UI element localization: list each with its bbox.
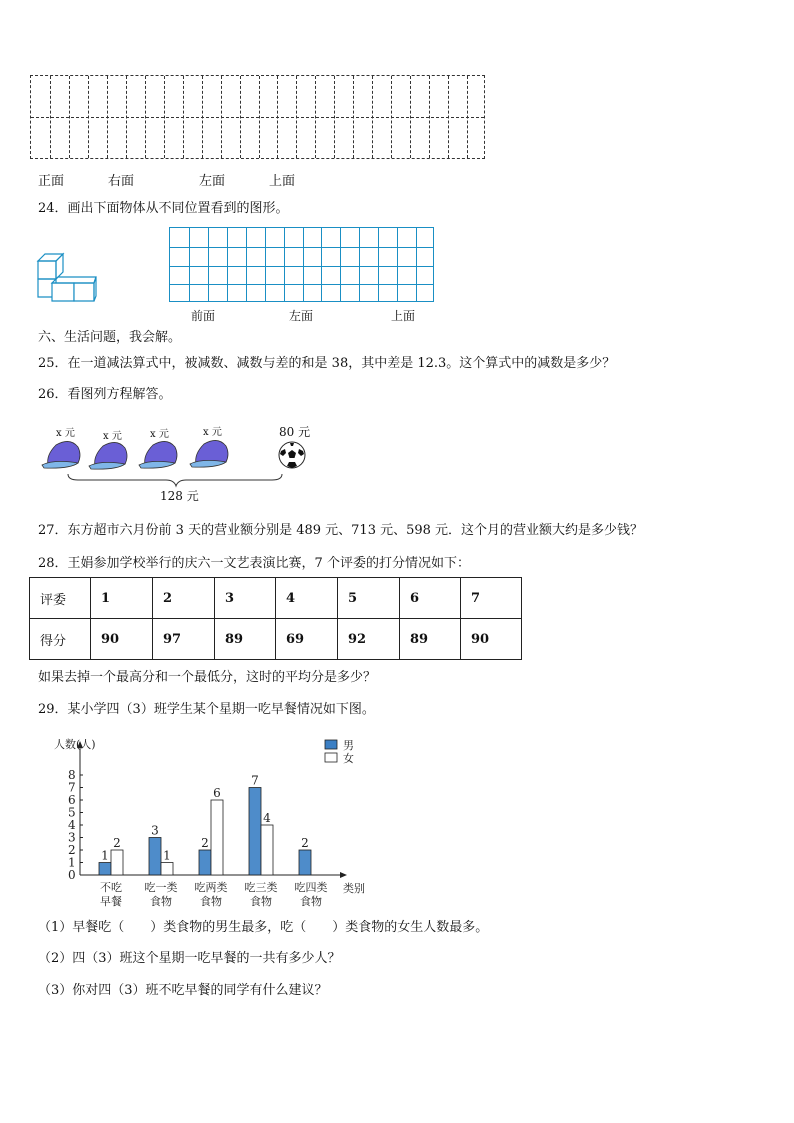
grid-line — [170, 247, 433, 248]
grid-line — [353, 76, 354, 158]
question-25: 25．在一道减法算式中，被减数、减数与差的和是 38，其中差是 12.3。这个算式中的减数是多少？ — [38, 356, 616, 371]
cap-icon — [89, 442, 127, 469]
score-cell: 90 — [461, 619, 522, 660]
grid-line — [208, 228, 209, 301]
x-tick-label: 食物 — [150, 895, 172, 908]
grid-line — [448, 76, 449, 158]
grid-line — [107, 76, 108, 158]
label-top: 上面 — [269, 174, 296, 189]
grid-line — [145, 76, 146, 158]
y-axis-label: 人数(人) — [54, 738, 96, 751]
bar — [249, 788, 261, 876]
row-header: 评委 — [30, 578, 91, 619]
score-cell: 89 — [400, 619, 461, 660]
total-label: 128 元 — [160, 489, 199, 503]
y-tick-label: 5 — [68, 805, 76, 820]
y-tick-label: 0 — [68, 868, 76, 882]
legend-label: 男 — [343, 739, 354, 752]
bar — [111, 850, 123, 875]
cap-price-label: x 元 — [56, 428, 75, 439]
data-label: 6 — [213, 786, 221, 800]
grid-line — [321, 228, 322, 301]
grid-line — [340, 228, 341, 301]
legend-label: 女 — [343, 752, 354, 765]
x-tick-label: 食物 — [200, 895, 222, 908]
grid-line — [265, 228, 266, 301]
label-left: 左面 — [199, 174, 226, 189]
judge-cell: 6 — [400, 578, 461, 619]
x-tick-label: 早餐 — [100, 895, 122, 908]
data-label: 2 — [113, 836, 121, 850]
grid-line — [397, 228, 398, 301]
grid-line — [303, 228, 304, 301]
score-cell: 97 — [153, 619, 215, 660]
grid-line — [429, 76, 430, 158]
question-28: 28．王娟参加学校举行的庆六一文艺表演比赛，7 个评委的打分情况如下： — [38, 556, 470, 571]
cap-price-label: x 元 — [203, 427, 222, 438]
score-cell: 69 — [276, 619, 338, 660]
grid-line — [170, 266, 433, 267]
data-label: 2 — [201, 836, 209, 850]
cap-icon — [139, 441, 177, 468]
label-right: 右面 — [108, 174, 135, 189]
table-row — [30, 619, 522, 660]
question-29-3: （3）你对四（3）班不吃早餐的同学有什么建议？ — [38, 983, 328, 998]
x-tick-label: 吃两类 — [194, 881, 228, 894]
grid-line — [227, 228, 228, 301]
bar — [149, 838, 161, 876]
bar — [299, 850, 311, 875]
row-header: 得分 — [30, 619, 91, 660]
label-grid-left: 左面 — [289, 309, 314, 323]
data-label: 1 — [163, 848, 171, 863]
x-tick-label: 食物 — [250, 895, 272, 908]
y-tick-label: 8 — [68, 768, 76, 782]
x-tick-label: 不吃 — [100, 881, 122, 894]
grid-line — [31, 117, 484, 118]
grid-line — [88, 76, 89, 158]
question-29-2: （2）四（3）班这个星期一吃早餐的一共有多少人？ — [38, 951, 341, 966]
x-axis-arrow — [340, 872, 347, 878]
grid-line — [378, 228, 379, 301]
soccer-ball-icon — [277, 440, 307, 470]
question-27: 27．东方超市六月份前 3 天的营业额分别是 489 元、713 元、598 元．这个月的营业额大约是多少钱？ — [38, 523, 644, 538]
grid-line — [334, 76, 335, 158]
x-tick-label: 吃四类 — [294, 881, 328, 894]
cap-icon — [190, 440, 228, 467]
grid-line — [259, 76, 260, 158]
brace — [66, 472, 286, 488]
grid-line — [410, 76, 411, 158]
grid-line — [189, 228, 190, 301]
legend-swatch — [325, 753, 337, 762]
cap-icon — [42, 441, 80, 468]
grid-line — [467, 76, 468, 158]
y-tick-label: 6 — [68, 793, 76, 807]
question-26: 26．看图列方程解答。 — [38, 387, 172, 402]
judge-cell: 3 — [215, 578, 276, 619]
grid-line — [391, 76, 392, 158]
bar — [161, 863, 173, 876]
x-axis-label: 类别 — [343, 882, 365, 895]
label-grid-front: 前面 — [191, 309, 216, 323]
y-tick-label: 2 — [68, 843, 76, 857]
grid-line — [315, 76, 316, 158]
judge-cell: 1 — [91, 578, 153, 619]
dashed-drawing-grid — [30, 75, 485, 159]
label-front: 正面 — [38, 174, 65, 189]
judge-cell: 5 — [338, 578, 400, 619]
score-cell: 90 — [91, 619, 153, 660]
caps-illustration — [40, 435, 240, 471]
data-label: 1 — [101, 848, 109, 863]
grid-line — [164, 76, 165, 158]
bar — [199, 850, 211, 875]
question-29-1: （1）早餐吃（ ）类食物的男生最多，吃（ ）类食物的女生人数最多。 — [38, 920, 489, 935]
grid-line — [183, 76, 184, 158]
grid-line — [126, 76, 127, 158]
label-grid-top: 上面 — [391, 309, 416, 323]
question-29: 29．某小学四（3）班学生某个星期一吃早餐情况如下图。 — [38, 702, 375, 717]
y-tick-label: 1 — [68, 855, 76, 870]
y-tick-label: 7 — [68, 780, 76, 795]
data-label: 3 — [151, 823, 159, 838]
judge-cell: 4 — [276, 578, 338, 619]
legend-swatch — [325, 740, 337, 749]
cube-figure — [36, 250, 98, 302]
square-grid — [169, 227, 434, 302]
table-row — [30, 578, 522, 619]
question-28-ask: 如果去掉一个最高分和一个最低分，这时的平均分是多少？ — [38, 670, 377, 685]
data-label: 2 — [301, 836, 309, 850]
y-tick-label: 3 — [68, 830, 76, 845]
grid-line — [284, 228, 285, 301]
grid-line — [221, 76, 222, 158]
grid-line — [170, 284, 433, 285]
grid-line — [277, 76, 278, 158]
x-tick-label: 吃一类 — [144, 881, 178, 894]
data-label: 7 — [251, 773, 259, 788]
bar — [211, 800, 223, 875]
grid-line — [240, 76, 241, 158]
bar — [261, 825, 273, 875]
cap-price-label: x 元 — [150, 429, 169, 440]
x-tick-label: 吃三类 — [244, 881, 278, 894]
grid-line — [296, 76, 297, 158]
score-table — [29, 577, 522, 660]
x-tick-label: 食物 — [300, 895, 322, 908]
bar — [99, 863, 111, 876]
judge-cell: 2 — [153, 578, 215, 619]
score-cell: 92 — [338, 619, 400, 660]
grid-line — [69, 76, 70, 158]
grid-line — [246, 228, 247, 301]
grid-line — [50, 76, 51, 158]
question-24: 24．画出下面物体从不同位置看到的图形。 — [38, 201, 289, 216]
section-title: 六、生活问题，我会解。 — [38, 330, 182, 345]
breakfast-bar-chart — [40, 732, 380, 910]
grid-line — [359, 228, 360, 301]
grid-line — [372, 76, 373, 158]
grid-line — [202, 76, 203, 158]
judge-cell: 7 — [461, 578, 522, 619]
score-cell: 89 — [215, 619, 276, 660]
y-tick-label: 4 — [68, 818, 76, 832]
grid-line — [416, 228, 417, 301]
data-label: 4 — [263, 811, 271, 825]
ball-price-label: 80 元 — [279, 425, 311, 439]
cap-price-label: x 元 — [103, 431, 122, 442]
